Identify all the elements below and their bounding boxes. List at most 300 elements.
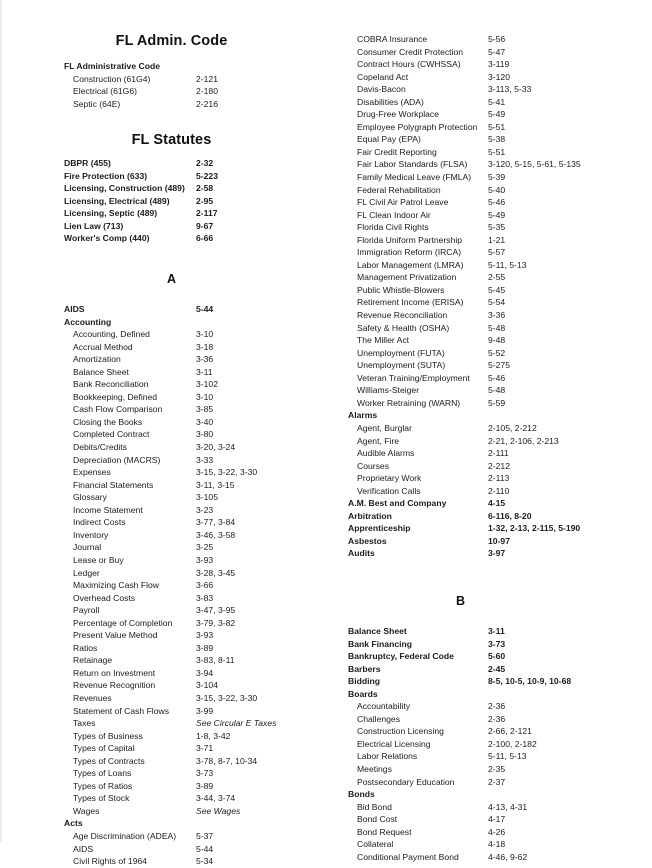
index-entry-term: Depreciation (MACRS)	[73, 454, 161, 465]
letter-heading-a: A	[166, 272, 177, 287]
index-entry-pages: 3-89	[196, 642, 214, 653]
index-entry-term: Licensing, Septic (489)	[64, 208, 158, 219]
index-entry	[64, 529, 340, 542]
index-entry-term: Worker Retraining (WARN)	[357, 397, 461, 408]
index-entry-pages: 3-93	[196, 630, 214, 641]
index-entry	[348, 485, 652, 498]
index-entry-pages: 5-34	[196, 856, 214, 867]
index-entry	[64, 717, 340, 730]
index-entry-term: Closing the Books	[73, 416, 143, 427]
index-entry-pages: 2-95	[196, 195, 214, 206]
index-entry	[348, 71, 652, 84]
index-entry-pages: 4-26	[488, 826, 506, 837]
index-entry	[348, 472, 652, 485]
index-entry	[348, 334, 652, 347]
index-entry-term: Journal	[73, 542, 102, 553]
index-entry-pages: 3-11	[196, 366, 213, 377]
index-entry-term: Expenses	[73, 467, 111, 478]
index-entry	[348, 688, 652, 701]
index-entry-term: Family Medical Leave (FMLA)	[357, 172, 472, 183]
index-entry-term: AIDS	[64, 304, 85, 315]
index-entry	[64, 378, 340, 391]
index-entry	[64, 592, 340, 605]
index-entry	[348, 700, 652, 713]
index-entry-term: Fair Labor Standards (FLSA)	[357, 159, 468, 170]
index-entry	[348, 460, 652, 473]
index-entry	[64, 567, 340, 580]
b-section-entry-list	[348, 625, 652, 863]
index-entry-term: Equal Pay (EPA)	[357, 134, 421, 145]
index-entry-term: Proprietary Work	[357, 473, 422, 484]
index-entry-pages: 3-79, 3-82	[196, 617, 236, 628]
index-entry-term: Apprenticeship	[348, 523, 411, 534]
index-entry-term: Glossary	[73, 492, 107, 503]
index-entry	[64, 742, 340, 755]
index-entry-pages: 2-32	[196, 158, 214, 169]
index-entry-pages: 3-93	[196, 554, 214, 565]
index-entry	[64, 579, 340, 592]
index-entry-term: Courses	[357, 460, 389, 471]
index-entry	[64, 207, 340, 220]
index-entry-term: Wages	[73, 805, 100, 816]
index-entry	[64, 182, 340, 195]
index-entry-term: Financial Statements	[73, 479, 154, 490]
index-entry	[348, 435, 652, 448]
index-entry-term: Ledger	[73, 567, 100, 578]
index-entry-term: Audible Alarms	[357, 448, 415, 459]
index-entry	[64, 195, 340, 208]
index-entry-term: Bookkeeping, Defined	[73, 391, 158, 402]
index-entry-pages: 5-35	[488, 222, 506, 233]
index-entry	[348, 96, 652, 109]
index-entry	[348, 384, 652, 397]
index-entry-term: Florida Uniform Partnership	[357, 234, 463, 245]
index-entry	[64, 341, 340, 354]
index-entry-pages: 3-94	[196, 667, 214, 678]
index-entry	[348, 510, 652, 523]
index-entry	[348, 788, 652, 801]
index-entry-pages: 3-83	[196, 592, 214, 603]
index-entry	[64, 617, 340, 630]
index-entry-term: Acts	[64, 818, 83, 829]
index-entry-pages: 5-46	[488, 197, 506, 208]
index-entry-term: Revenue Reconciliation	[357, 310, 448, 321]
index-entry-term: DBPR (455)	[64, 158, 111, 169]
index-entry	[64, 98, 340, 111]
index-entry-term: Agent, Burglar	[357, 422, 412, 433]
index-entry-pages: 2-117	[196, 208, 218, 219]
index-entry	[348, 133, 652, 146]
index-entry-pages: 3-44, 3-74	[196, 793, 236, 804]
index-entry-pages: 5-46	[488, 372, 506, 383]
index-entry-term: Bonds	[348, 789, 375, 800]
index-entry-term: Bond Request	[357, 826, 412, 837]
index-entry-pages: 3-66	[196, 580, 214, 591]
index-entry	[348, 271, 652, 284]
index-entry-pages: 5-11, 5-13	[488, 259, 527, 270]
index-entry-pages: 9-67	[196, 220, 214, 231]
index-entry-term: Unemployment (FUTA)	[357, 347, 445, 358]
index-entry-pages: 5-44	[196, 843, 214, 854]
index-entry	[348, 347, 652, 360]
index-entry-pages: 3-33	[196, 454, 214, 465]
index-entry-pages: 2-36	[488, 701, 506, 712]
index-entry-term: Accounting	[64, 316, 112, 327]
index-entry	[64, 830, 340, 843]
index-entry-term: Arbitration	[348, 510, 392, 521]
right-column	[340, 0, 652, 868]
index-entry-term: Bid Bond	[357, 801, 392, 812]
index-entry	[64, 554, 340, 567]
index-entry-pages: 5-37	[196, 830, 214, 841]
index-entry-pages: 10-97	[488, 535, 510, 546]
index-entry	[348, 33, 652, 46]
index-entry	[348, 763, 652, 776]
index-entry-term: Meetings	[357, 763, 392, 774]
index-entry	[348, 372, 652, 385]
index-entry-term: Balance Sheet	[348, 625, 407, 636]
index-entry	[348, 713, 652, 726]
index-entry	[64, 730, 340, 743]
index-entry	[348, 801, 652, 814]
index-entry	[64, 654, 340, 667]
index-entry-pages: 3-119	[488, 59, 510, 70]
index-entry-term: Accountability	[357, 701, 411, 712]
index-entry-pages: 6-116, 8-20	[488, 510, 532, 521]
index-entry	[348, 675, 652, 688]
index-entry-pages: 3-80	[196, 429, 214, 440]
index-entry	[348, 259, 652, 272]
index-entry-term: Retirement Income (ERISA)	[357, 297, 464, 308]
index-entry-term: Copeland Act	[357, 71, 409, 82]
index-entry	[64, 232, 340, 245]
index-entry-pages: 3-99	[196, 705, 214, 716]
a-section-entry-list	[64, 303, 340, 868]
index-entry	[64, 780, 340, 793]
index-entry-term: Williams-Steiger	[357, 385, 420, 396]
index-entry-pages: 3-102	[196, 379, 218, 390]
index-entry-pages: 5-48	[488, 322, 506, 333]
index-entry-term: Bank Reconciliation	[73, 379, 149, 390]
index-entry-pages: 5-11, 5-13	[488, 751, 527, 762]
index-entry-pages: 3-78, 8-7, 10-34	[196, 755, 258, 766]
index-entry	[64, 767, 340, 780]
index-entry	[64, 85, 340, 98]
index-entry-pages: 4-15	[488, 498, 506, 509]
index-entry	[64, 755, 340, 768]
index-entry-term: COBRA Insurance	[357, 34, 428, 44]
index-entry-term: Federal Rehabilitation	[357, 184, 441, 195]
index-entry	[348, 826, 652, 839]
index-entry-term: Types of Ratios	[73, 780, 133, 791]
index-entry	[348, 234, 652, 247]
index-entry-pages: 3-36	[488, 310, 506, 321]
index-entry-pages: 5-49	[488, 109, 506, 120]
index-entry	[348, 209, 652, 222]
index-entry-term: Revenues	[73, 692, 112, 703]
index-entry	[64, 491, 340, 504]
index-entry-term: Licensing, Electrical (489)	[64, 195, 170, 206]
index-entry	[348, 409, 652, 422]
index-entry-pages: 8-5, 10-5, 10-9, 10-68	[488, 676, 572, 687]
index-entry-term: Employee Polygraph Protection	[357, 121, 478, 132]
index-entry-pages: 2-35	[488, 763, 506, 774]
index-entry-pages: 5-38	[488, 134, 506, 145]
index-entry	[64, 220, 340, 233]
index-entry-term: Electrical Licensing	[357, 738, 431, 749]
index-entry	[348, 522, 652, 535]
index-entry	[348, 121, 652, 134]
index-entry	[64, 303, 340, 316]
index-entry	[348, 650, 652, 663]
index-entry-term: Maximizing Cash Flow	[73, 580, 159, 591]
index-entry	[64, 403, 340, 416]
index-entry-term: Unemployment (SUTA)	[357, 360, 446, 371]
index-entry-pages: 2-212	[488, 460, 510, 471]
index-entry	[348, 397, 652, 410]
index-entry	[64, 667, 340, 680]
index-entry	[348, 497, 652, 510]
index-entry-term: Audits	[348, 548, 375, 559]
index-entry-term: Lease or Buy	[73, 554, 124, 565]
index-entry-pages: 9-48	[488, 335, 506, 346]
index-entry-term: Management Privatization	[357, 272, 457, 283]
index-entry-pages: 5-41	[488, 96, 506, 107]
index-entry	[348, 58, 652, 71]
index-entry-term: Inventory	[73, 529, 109, 540]
index-entry-pages: See Wages	[196, 805, 241, 816]
index-entry-pages: 3-18	[196, 341, 214, 352]
index-entry-term: Taxes	[73, 718, 96, 729]
index-entry-pages: 3-10	[196, 391, 214, 402]
index-entry	[64, 843, 340, 856]
index-entry-term: Payroll	[73, 605, 100, 616]
index-entry	[348, 851, 652, 864]
index-entry-term: Veteran Training/Employment	[357, 372, 470, 383]
index-entry	[64, 817, 340, 830]
index-entry	[64, 316, 340, 329]
index-entry	[348, 158, 652, 171]
spacer	[348, 608, 652, 625]
index-entry	[64, 73, 340, 86]
index-entry-pages: 3-89	[196, 780, 214, 791]
index-entry-pages: 3-83, 8-11	[196, 655, 235, 666]
spacer	[348, 560, 652, 594]
index-entry-term: A.M. Best and Company	[348, 498, 447, 509]
index-entry-term: Fire Protection (633)	[64, 170, 148, 181]
index-entry-term: Disabilities (ADA)	[357, 96, 424, 107]
index-entry	[64, 391, 340, 404]
index-entry-term: Drug-Free Workplace	[357, 109, 439, 120]
index-entry-pages: 5-48	[488, 385, 506, 396]
index-entry	[64, 642, 340, 655]
index-entry-term: Accounting, Defined	[73, 329, 150, 340]
index-entry-pages: 3-46, 3-58	[196, 529, 236, 540]
index-entry	[348, 422, 652, 435]
index-entry-pages: 3-120	[488, 71, 510, 82]
index-entry	[348, 725, 652, 738]
index-entry-pages: 2-21, 2-106, 2-213	[488, 435, 559, 446]
index-entry-term: Labor Management (LMRA)	[357, 259, 464, 270]
index-entry-pages: 4-46, 9-62	[488, 851, 528, 862]
index-entry-pages: 4-13, 4-31	[488, 801, 528, 812]
index-entry-pages: 1-8, 3-42	[196, 730, 231, 741]
index-entry-term: Challenges	[357, 713, 400, 724]
index-entry-pages: 3-23	[196, 504, 214, 515]
index-entry	[348, 246, 652, 259]
index-entry-pages: 4-17	[488, 814, 506, 825]
index-entry	[348, 359, 652, 372]
index-entry-pages: 5-223	[196, 170, 218, 181]
index-entry	[64, 170, 340, 183]
index-entry-term: FL Civil Air Patrol Leave	[357, 197, 449, 208]
index-entry-term: Debits/Credits	[73, 442, 127, 453]
index-entry	[348, 750, 652, 763]
index-entry	[64, 504, 340, 517]
index-entry-term: Davis-Bacon	[357, 84, 406, 95]
index-entry	[348, 322, 652, 335]
index-entry-term: Balance Sheet	[73, 366, 129, 377]
index-entry	[348, 663, 652, 676]
index-entry-pages: 3-71	[196, 743, 214, 754]
index-entry	[64, 604, 340, 617]
index-entry-pages: 2-105, 2-212	[488, 422, 537, 433]
index-entry-term: FL Administrative Code	[64, 61, 160, 71]
index-entry-pages: 2-111	[488, 448, 509, 459]
index-entry-pages: 5-54	[488, 297, 506, 308]
index-entry	[64, 454, 340, 467]
index-entry-pages: 2-45	[488, 663, 506, 674]
index-entry-term: Boards	[348, 688, 378, 699]
index-entry	[64, 428, 340, 441]
index-entry-pages: 2-100, 2-182	[488, 738, 537, 749]
index-entry-pages: 5-59	[488, 397, 506, 408]
index-entry-pages: 1-21	[488, 234, 506, 245]
index-entry	[64, 679, 340, 692]
index-entry-pages: 3-120, 5-15, 5-61, 5-135	[488, 159, 581, 170]
index-entry-term: Types of Loans	[73, 768, 132, 779]
admin-code-entry-list	[64, 60, 340, 110]
index-entry-term: Construction Licensing	[357, 726, 444, 737]
index-entry-term: Bankruptcy, Federal Code	[348, 651, 454, 662]
index-entry-pages: 3-11	[488, 625, 505, 636]
index-entry-term: Bidding	[348, 676, 380, 687]
index-entry-term: Contract Hours (CWHSSA)	[357, 59, 461, 70]
index-entry-term: Asbestos	[348, 535, 387, 546]
index-entry-term: Safety & Health (OSHA)	[357, 322, 450, 333]
index-entry-term: Verification Calls	[357, 485, 421, 496]
index-entry	[64, 441, 340, 454]
index-entry	[348, 625, 652, 638]
index-entry-term: Postsecondary Education	[357, 776, 455, 787]
heading-fl-statutes: FL Statutes	[131, 132, 212, 149]
index-entry-term: Revenue Recognition	[73, 680, 156, 691]
index-entry	[64, 516, 340, 529]
index-entry-term: Bond Cost	[357, 814, 398, 825]
index-entry-term: Electrical (61G6)	[73, 86, 137, 97]
index-entry-term: Percentage of Completion	[73, 617, 173, 628]
index-entry-pages: 4-18	[488, 839, 506, 850]
index-entry-pages: 1-32, 2-13, 2-115, 5-190	[488, 523, 581, 534]
index-entry-term: Collateral	[357, 839, 394, 850]
index-entry-term: Construction (61G4)	[73, 73, 151, 84]
index-entry-pages: 3-36	[196, 354, 214, 365]
index-entry-pages: 3-11, 3-15	[196, 479, 235, 490]
index-entry-pages: 5-47	[488, 46, 506, 57]
index-entry-term: Present Value Method	[73, 630, 158, 641]
index-entry	[348, 776, 652, 789]
index-entry-pages: 5-57	[488, 247, 506, 258]
index-entry-pages: 2-37	[488, 776, 506, 787]
index-entry	[348, 83, 652, 96]
index-entry-term: Return on Investment	[73, 667, 156, 678]
index-entry	[348, 638, 652, 651]
index-entry	[348, 535, 652, 548]
index-entry-term: Worker's Comp (440)	[64, 233, 150, 244]
index-entry-term: Consumer Credit Protection	[357, 46, 464, 57]
index-entry-pages: 3-20, 3-24	[196, 442, 236, 453]
index-entry-pages: 5-40	[488, 184, 506, 195]
index-entry	[64, 692, 340, 705]
index-entry-term: Bank Financing	[348, 638, 412, 649]
index-entry-pages: 2-113	[488, 473, 510, 484]
spacer	[64, 286, 340, 303]
index-entry-pages: 3-113, 5-33	[488, 84, 532, 95]
index-entry-pages: 2-180	[196, 86, 218, 97]
index-entry-pages: 5-52	[488, 347, 506, 358]
index-entry-pages: 5-45	[488, 284, 506, 295]
index-entry-pages: 2-216	[196, 98, 218, 109]
index-entry-pages: 5-51	[488, 146, 506, 157]
index-entry	[64, 705, 340, 718]
index-entry-pages: 3-85	[196, 404, 214, 415]
index-entry	[348, 221, 652, 234]
index-entry	[64, 157, 340, 170]
index-entry	[64, 60, 340, 73]
index-entry	[64, 366, 340, 379]
index-entry-term: Indirect Costs	[73, 517, 126, 528]
index-entry-term: Fair Credit Reporting	[357, 146, 437, 157]
index-entry-pages: 3-25	[196, 542, 214, 553]
index-entry	[348, 108, 652, 121]
index-entry-pages: 5-56	[488, 34, 506, 44]
index-entry-term: Types of Stock	[73, 793, 130, 804]
index-entry-term: The Miller Act	[357, 335, 410, 346]
index-entry-term: Amortization	[73, 354, 121, 365]
index-entry	[348, 146, 652, 159]
index-entry-term: Completed Contract	[73, 429, 150, 440]
index-entry-term: Lien Law (713)	[64, 220, 124, 231]
index-entry-pages: 2-66, 2-121	[488, 726, 532, 737]
index-entry	[64, 353, 340, 366]
index-entry-term: Barbers	[348, 663, 381, 674]
index-entry	[348, 813, 652, 826]
index-entry	[64, 629, 340, 642]
index-entry-term: Retainage	[73, 655, 113, 666]
index-entry-term: Income Statement	[73, 504, 143, 515]
spacer	[64, 245, 340, 272]
index-entry-term: Agent, Fire	[357, 435, 400, 446]
index-entry-term: Age Discrimination (ADEA)	[73, 830, 177, 841]
index-entry	[64, 328, 340, 341]
index-entry	[64, 416, 340, 429]
index-entry-term: Types of Capital	[73, 743, 135, 754]
index-entry-pages: 2-58	[196, 183, 214, 194]
index-entry-pages: 5-60	[488, 651, 506, 662]
index-entry-term: Cash Flow Comparison	[73, 404, 163, 415]
index-entry	[64, 805, 340, 818]
index-entry-pages: 5-51	[488, 121, 506, 132]
